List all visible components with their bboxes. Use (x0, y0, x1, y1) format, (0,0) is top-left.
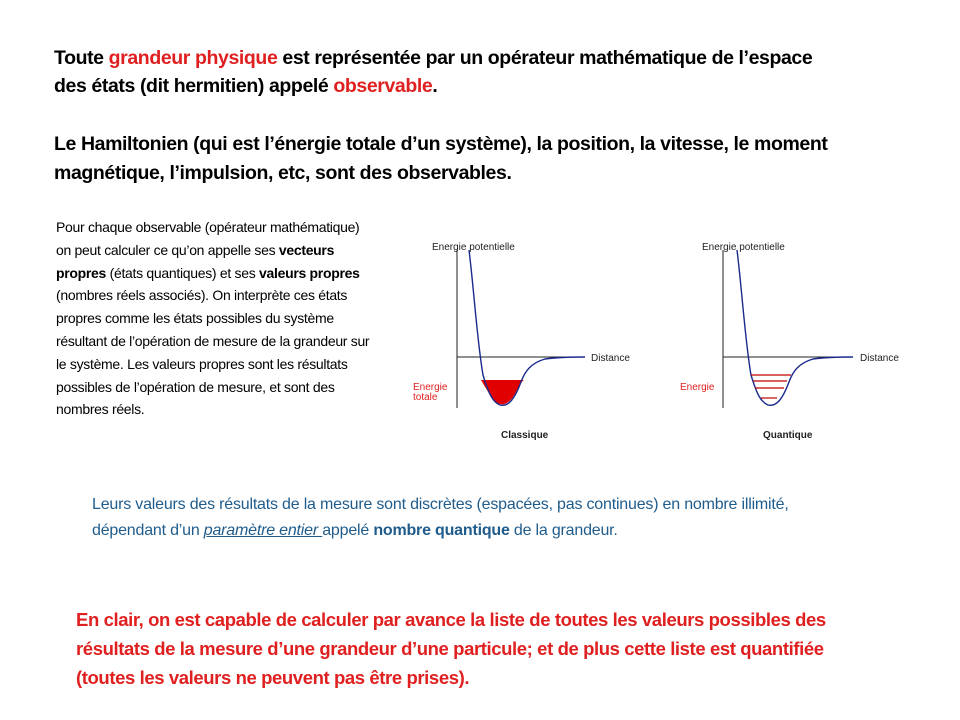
classical-energy-label-1: Energie (413, 382, 448, 393)
quantum-potential-curve (737, 250, 853, 405)
discrete-underlined: paramètre entier (203, 522, 323, 539)
classical-energy-label-2: totale (413, 392, 438, 403)
potential-energy-figure (405, 230, 925, 450)
conclusion-paragraph: En clair, on est capable de calculer par avance la liste de toutes les valeurs possibles des résultats de la mesure d’une grandeur d’une particule; et de plus cette liste est quantifiée (toutes les valeurs ne peuvent pas être prises). (76, 609, 826, 688)
quantum-caption: Quantique (763, 430, 813, 441)
intro-text-3: . (432, 75, 438, 97)
eigen-bold-vectors: vecteurs propres (56, 241, 335, 281)
intro-text-1: Toute (54, 47, 109, 69)
discrete-text-2: appelé (322, 522, 374, 539)
classical-caption: Classique (501, 430, 549, 441)
quantum-ylabel: Energie potentielle (702, 242, 785, 253)
discrete-text-3: de la grandeur. (509, 522, 618, 539)
classical-ylabel: Energie potentielle (432, 242, 515, 253)
classical-energy-fill (481, 380, 524, 404)
classical-diagram (413, 242, 630, 441)
eigen-text-1: Pour chaque observable (opérateur mathématique) on peut calculer ce qu’on appelle ses (56, 219, 360, 258)
classical-xlabel: Distance (591, 353, 630, 364)
quantum-diagram (680, 242, 899, 441)
eigen-paragraph (56, 216, 376, 421)
intro-highlight-observable: observable (333, 75, 433, 97)
intro-highlight-grandeur: grandeur physique (108, 47, 278, 69)
discrete-bold-quantum-number: nombre quantique (373, 522, 510, 539)
intro-text-2: est représentée par un opérateur mathématique de l’espace des états (dit hermitien) appelé (54, 47, 813, 97)
eigen-text-3: (nombres réels associés). On interprète ces états propres comme les états possibles du système résultant de l’opération de mesure de la grandeur sur le système. Les valeurs propres sont les résultats possibles de l’opération de mesure, et sont des nombres réels. (56, 287, 370, 418)
quantum-energy-label: Energie (680, 382, 715, 393)
eigen-bold-values: valeurs propres (259, 264, 360, 281)
quantum-xlabel: Distance (860, 353, 899, 364)
discrete-values-paragraph (92, 492, 832, 544)
eigen-text-2: (états quantiques) et ses (106, 264, 260, 281)
discrete-text-1: Leurs valeurs des résultats de la mesure sont discrètes (espacées, pas continues) en nombre illimité, dépendant d’un (92, 496, 789, 539)
intro-paragraph (54, 44, 834, 100)
hamiltonian-paragraph: Le Hamiltonien (qui est l’énergie totale d’un système), la position, la vitesse, le moment magnétique, l’impulsion, etc, sont des observables. (54, 133, 828, 184)
